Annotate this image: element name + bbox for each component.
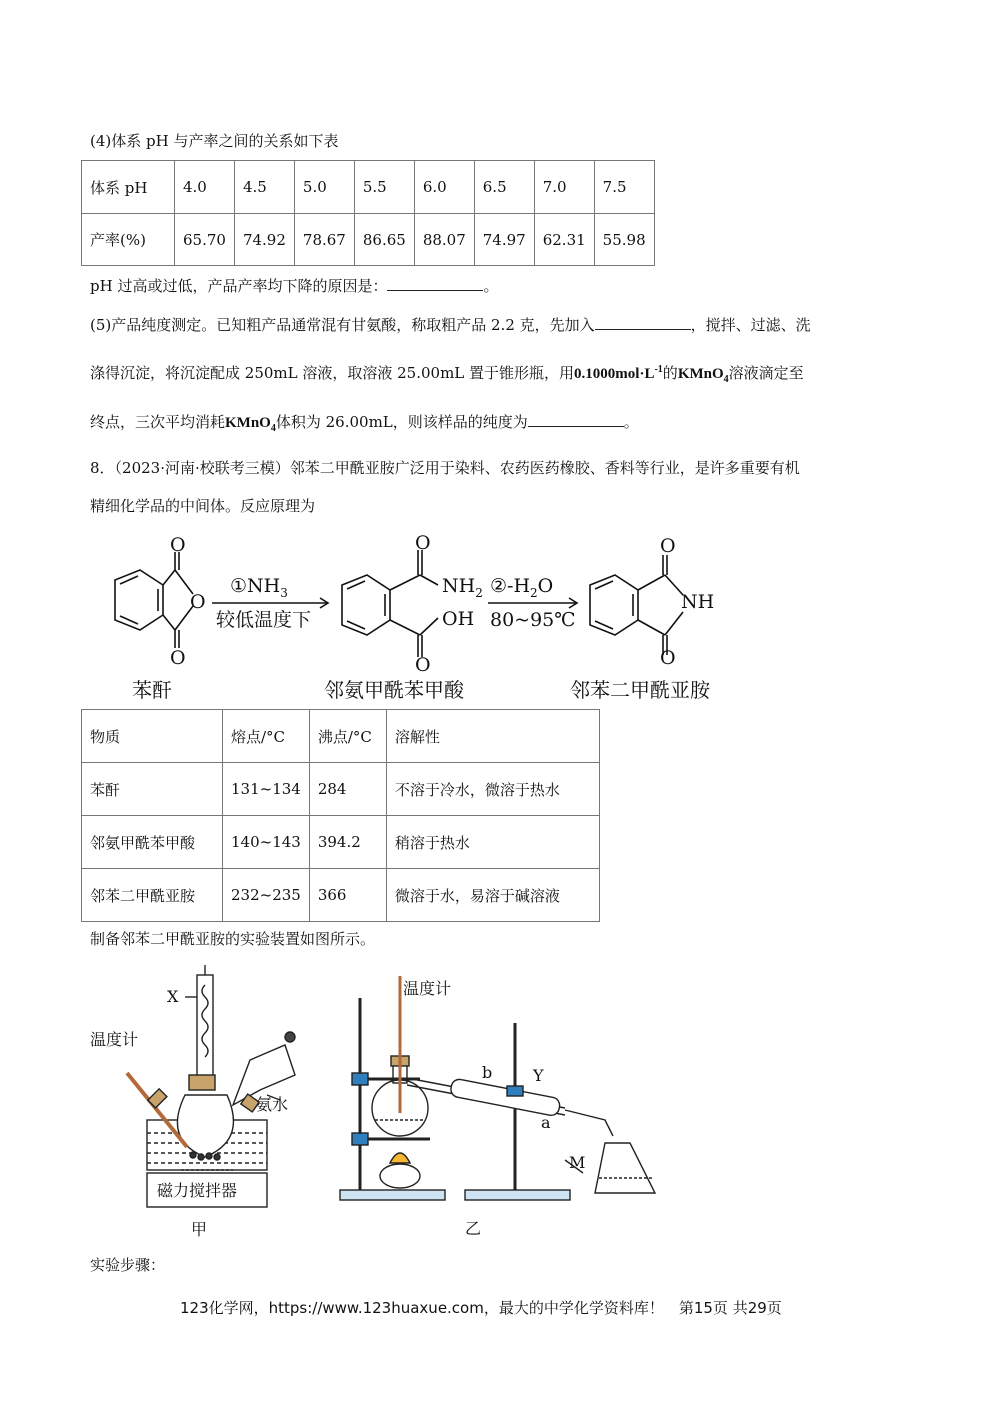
yield-cell: 62.31 <box>534 214 594 266</box>
reaction-scheme <box>80 530 760 705</box>
label-b: b <box>482 1063 493 1082</box>
yield-cell: 74.92 <box>234 214 294 266</box>
ph-cell: 5.5 <box>354 161 414 214</box>
table-header-ph: 体系 pH <box>82 161 175 214</box>
kmno4-formula <box>225 415 276 434</box>
steps-label: 实验步骤： <box>90 1256 166 1274</box>
yield-cell: 86.65 <box>354 214 414 266</box>
step2-condition: 80~95℃ <box>490 609 576 631</box>
conc-text: 0.1000mol·L <box>574 366 655 382</box>
table-cell: 稍溶于热水 <box>386 816 599 869</box>
table-header: 物质 <box>82 710 223 763</box>
q5-line2-c: 溶液滴定至 <box>728 364 804 382</box>
caption-yi: 乙 <box>465 1219 482 1238</box>
atom-nh2-sub: 2 <box>475 586 483 600</box>
atom-o: O <box>170 534 186 556</box>
label-y: Y <box>533 1066 544 1085</box>
kmno4-text: KMnO <box>225 415 271 431</box>
properties-table <box>81 709 600 922</box>
page-footer: 123化学网，https://www.123huaxue.com，最大的中学化学资料库！ 第15页 共29页 <box>180 1299 782 1317</box>
phthalimide-structure <box>590 555 683 655</box>
phthalic-anhydride-structure <box>115 552 193 648</box>
concentration-formula <box>574 366 663 382</box>
apparatus-jia <box>85 965 320 1245</box>
label-ammonia: 氨水 <box>256 1095 289 1114</box>
atom-oh: OH <box>442 608 475 630</box>
table-cell: 394.2 <box>309 816 386 869</box>
q5-line1-b: ，搅拌、过滤、洗 <box>690 316 811 334</box>
table-cell: 131~134 <box>223 763 310 816</box>
step1-reagent-sub: 3 <box>280 586 288 600</box>
name-phthalic-anhydride: 苯酐 <box>132 678 172 702</box>
table-row <box>82 816 600 869</box>
conc-sup: -1 <box>654 364 663 375</box>
q5-line1-a: (5)产品纯度测定。已知粗产品通常混有甘氨酸，称取粗产品 2.2 克，先加入 <box>90 316 595 334</box>
label-a: a <box>541 1113 551 1132</box>
step1-reagent <box>230 575 288 600</box>
step2-reagent <box>490 575 553 600</box>
ph-cell: 6.5 <box>474 161 534 214</box>
q5-line2-b: 的 <box>662 364 678 382</box>
phthalamic-acid-structure <box>342 550 438 657</box>
table-header: 溶解性 <box>386 710 599 763</box>
table-row <box>82 869 600 922</box>
answer-blank[interactable] <box>387 276 483 291</box>
atom-o: O <box>415 532 431 554</box>
q5-line1 <box>90 315 811 335</box>
label-m: M <box>569 1153 586 1172</box>
yield-cell: 88.07 <box>414 214 474 266</box>
kmno4-formula <box>677 366 729 385</box>
label-x: X <box>167 987 179 1006</box>
yield-cell: 78.67 <box>294 214 354 266</box>
ph-cell: 4.0 <box>175 161 235 214</box>
q4-title: (4)体系 pH 与产率之间的关系如下表 <box>90 132 339 150</box>
step2-reagent-tail: O <box>537 575 554 597</box>
table-cell: 邻苯二甲酰亚胺 <box>82 869 223 922</box>
name-phthalamic-acid: 邻氨甲酰苯甲酸 <box>324 678 464 702</box>
table-cell: 邻氨甲酰苯甲酸 <box>82 816 223 869</box>
ph-yield-table <box>81 160 655 266</box>
step2-reagent-text: ②-H <box>490 575 531 597</box>
atom-o: O <box>660 535 676 557</box>
atom-o: O <box>190 591 206 613</box>
ph-cell: 7.0 <box>534 161 594 214</box>
q5-end: 。 <box>623 413 639 431</box>
q8-line1: 8．（2023·河南·校联考三模）邻苯二甲酰亚胺广泛用于染料、农药医药橡胶、香料等行业，是许多重要有机 <box>90 459 800 477</box>
atom-nh2-text: NH <box>442 575 476 597</box>
q4-question-text: pH 过高或过低，产品产率均下降的原因是： <box>90 277 388 295</box>
atom-o: O <box>415 654 431 676</box>
table-cell: 232~235 <box>223 869 310 922</box>
atom-nh2 <box>442 575 483 600</box>
yield-cell: 74.97 <box>474 214 534 266</box>
kmno4-sub: 4 <box>270 423 276 434</box>
yield-cell: 55.98 <box>594 214 654 266</box>
label-stirrer: 磁力搅拌器 <box>157 1181 238 1200</box>
q8-line2: 精细化学品的中间体。反应原理为 <box>90 497 316 515</box>
name-phthalimide: 邻苯二甲酰亚胺 <box>570 678 710 702</box>
label-thermometer: 温度计 <box>403 979 452 998</box>
ph-cell: 6.0 <box>414 161 474 214</box>
apparatus-intro: 制备邻苯二甲酰亚胺的实验装置如图所示。 <box>90 930 376 948</box>
q5-line2 <box>90 360 804 390</box>
yield-cell: 65.70 <box>175 214 235 266</box>
ph-cell: 7.5 <box>594 161 654 214</box>
atom-o: O <box>170 647 186 669</box>
table-header-yield: 产率(%) <box>82 214 175 266</box>
answer-blank[interactable] <box>595 315 691 330</box>
table-cell: 140~143 <box>223 816 310 869</box>
step1-condition: 较低温度下 <box>216 609 312 631</box>
table-header: 沸点/°C <box>309 710 386 763</box>
table-cell: 不溶于冷水，微溶于热水 <box>386 763 599 816</box>
table-cell: 366 <box>309 869 386 922</box>
caption-jia: 甲 <box>191 1220 208 1239</box>
q5-line3-b: 体积为 26.00mL，则该样品的纯度为 <box>275 413 528 431</box>
q5-line3-a: 终点，三次平均消耗 <box>90 413 226 431</box>
table-cell: 苯酐 <box>82 763 223 816</box>
step1-reagent-text: ①NH <box>230 575 281 597</box>
q5-line2-a: 涤得沉淀，将沉淀配成 250mL 溶液，取溶液 25.00mL 置于锥形瓶，用 <box>90 364 575 382</box>
kmno4-text: KMnO <box>677 366 724 382</box>
q5-line3 <box>90 412 639 439</box>
table-cell: 284 <box>309 763 386 816</box>
atom-o: O <box>660 647 676 669</box>
q4-end: 。 <box>483 277 499 295</box>
q4-question <box>90 276 498 296</box>
table-row <box>82 763 600 816</box>
kmno4-sub: 4 <box>723 374 729 385</box>
step2-reagent-sub: 2 <box>530 586 538 600</box>
ph-cell: 5.0 <box>294 161 354 214</box>
label-thermometer: 温度计 <box>90 1030 139 1049</box>
table-header: 熔点/°C <box>223 710 310 763</box>
table-cell: 微溶于水，易溶于碱溶液 <box>386 869 599 922</box>
atom-nh: NH <box>681 591 715 613</box>
answer-blank[interactable] <box>528 412 624 427</box>
apparatus-yi <box>335 968 665 1240</box>
ph-cell: 4.5 <box>234 161 294 214</box>
